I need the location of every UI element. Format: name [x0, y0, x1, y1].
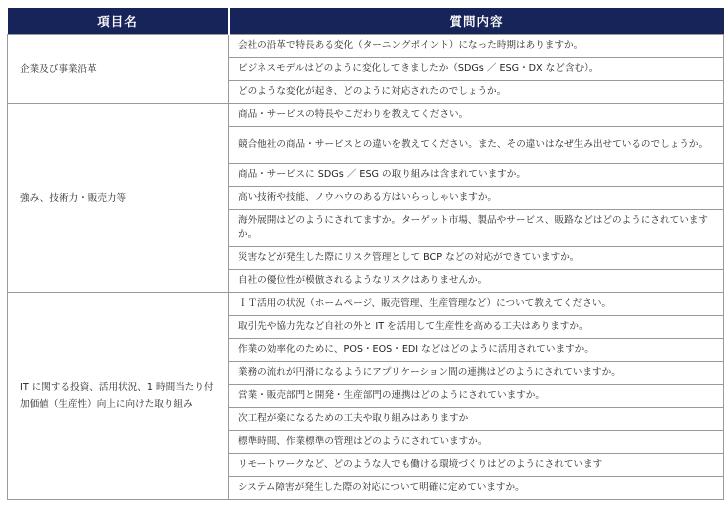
category-cell: 強み、技術力・販売力等	[8, 104, 229, 293]
question-cell: 災害などが発生した際にリスク管理として BCP などの対応ができていますか。	[229, 247, 724, 270]
header-item-name: 項目名	[8, 8, 229, 35]
category-cell: IT に関する投資、活用状況、1 時間当たり付加価値（生産性）向上に向けた取り組み	[8, 293, 229, 500]
question-cell: 商品・サービスの特長やこだわりを教えてください。	[229, 104, 724, 127]
question-cell: ビジネスモデルはどのように変化してきましたか（SDGs ／ ESG・DX など含む）。	[229, 58, 724, 81]
question-cell: 取引先や協力先など自社の外と IT を活用して生産性を高める工夫はありますか。	[229, 316, 724, 339]
question-cell: どのような変化が起き、どのように対応されたのでしょうか。	[229, 81, 724, 104]
question-cell: 営業・販売部門と開発・生産部門の連携はどのようにされていますか。	[229, 385, 724, 408]
question-cell: 作業の効率化のために、POS・EOS・EDI などはどのように活用されていますか。	[229, 339, 724, 362]
header-question-content: 質問内容	[229, 8, 724, 35]
question-cell: 自社の優位性が模倣されるようなリスクはありませんか。	[229, 270, 724, 293]
table-row	[8, 293, 724, 316]
question-cell: 商品・サービスに SDGs ／ ESG の取り組みは含まれていますか。	[229, 164, 724, 187]
table-header-row	[8, 8, 724, 35]
question-cell: 高い技術や技能、ノウハウのある方はいらっしゃいますか。	[229, 187, 724, 210]
question-cell: 海外展開はどのようにされてますか。ターゲット市場、製品やサービス、販路などはどのようにされていますか。	[229, 210, 724, 247]
question-cell: システム障害が発生した際の対応について明確に定めていますか。	[229, 477, 724, 500]
category-cell: 企業及び事業沿革	[8, 35, 229, 104]
question-cell: 会社の沿革で特長ある変化（ターニングポイント）になった時期はありますか。	[229, 35, 724, 58]
question-table	[7, 8, 724, 500]
question-cell: 次工程が楽になるための工夫や取り組みはありますか	[229, 408, 724, 431]
table-row	[8, 104, 724, 127]
question-cell: ＩＴ活用の状況（ホームページ、販売管理、生産管理など）について教えてください。	[229, 293, 724, 316]
question-cell: 標準時間、作業標準の管理はどのようにされていますか。	[229, 431, 724, 454]
question-cell: 業務の流れが円滑になるようにアプリケーション間の連携はどのようにされていますか。	[229, 362, 724, 385]
table-row	[8, 35, 724, 58]
question-cell: リモートワークなど、どのような人でも働ける環境づくりはどのようにされています	[229, 454, 724, 477]
question-cell: 競合他社の商品・サービスとの違いを教えてください。また、その違いはなぜ生み出せているのでしょうか。	[229, 127, 724, 164]
